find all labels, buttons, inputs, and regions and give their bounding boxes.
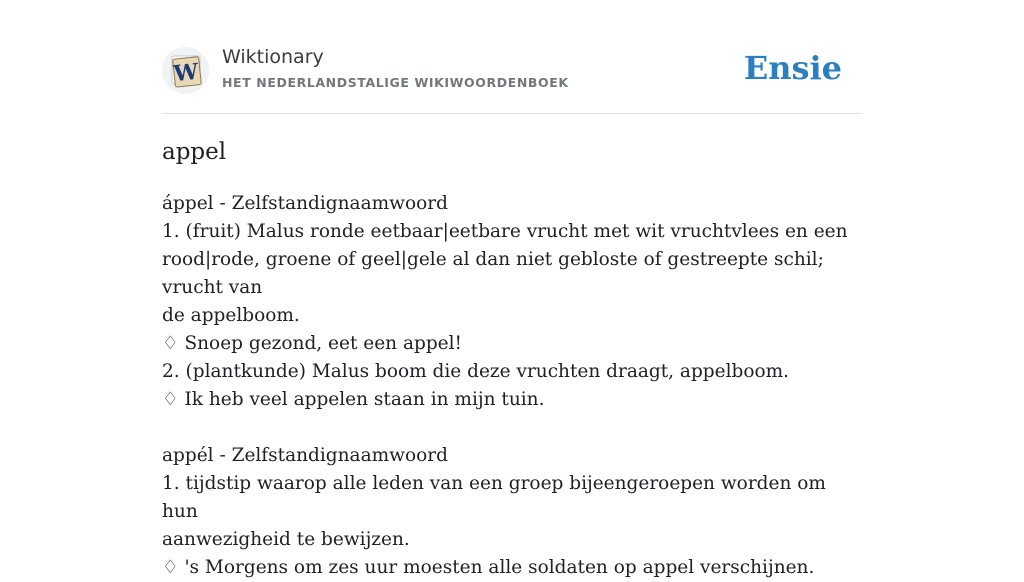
- wiktionary-logo[interactable]: [162, 47, 209, 94]
- entry: [162, 190, 862, 414]
- definition-line: aanwezigheid te bewijzen.: [162, 529, 410, 550]
- example-line: ♢ 's Morgens om zes uur moesten alle soldaten op appel verschijnen.: [162, 557, 815, 578]
- entry: [162, 442, 862, 582]
- definition-line: 1. tijdstip waarop alle leden van een groep bijeengeroepen worden om hun: [162, 473, 826, 522]
- definition-line: de appelboom.: [162, 305, 300, 326]
- site-subtitle: HET NEDERLANDSTALIGE WIKIWOORDENBOEK: [222, 75, 569, 90]
- svg-text:W: W: [172, 58, 200, 88]
- example-line: ♢ Ik heb veel appelen staan in mijn tuin.: [162, 389, 545, 410]
- site-header: [162, 44, 862, 114]
- wiktionary-logo-icon: [166, 52, 206, 90]
- definition-content: [162, 190, 862, 582]
- definition-line: rood|rode, groene of geel|gele al dan niet gebloste of gestreepte schil; vrucht van: [162, 249, 824, 298]
- entry-heading: áppel - Zelfstandignaamwoord: [162, 193, 448, 214]
- example-line: ♢ Snoep gezond, eet een appel!: [162, 333, 462, 354]
- ensie-logo[interactable]: Ensie: [743, 49, 842, 87]
- entry-heading: appél - Zelfstandignaamwoord: [162, 445, 448, 466]
- entry-spacer: [162, 414, 862, 442]
- page-title: appel: [162, 139, 227, 165]
- site-title[interactable]: Wiktionary: [222, 46, 324, 68]
- definition-line: 2. (plantkunde) Malus boom die deze vruchten draagt, appelboom.: [162, 361, 790, 382]
- definition-line: 1. (fruit) Malus ronde eetbaar|eetbare vrucht met wit vruchtvlees en een: [162, 221, 848, 242]
